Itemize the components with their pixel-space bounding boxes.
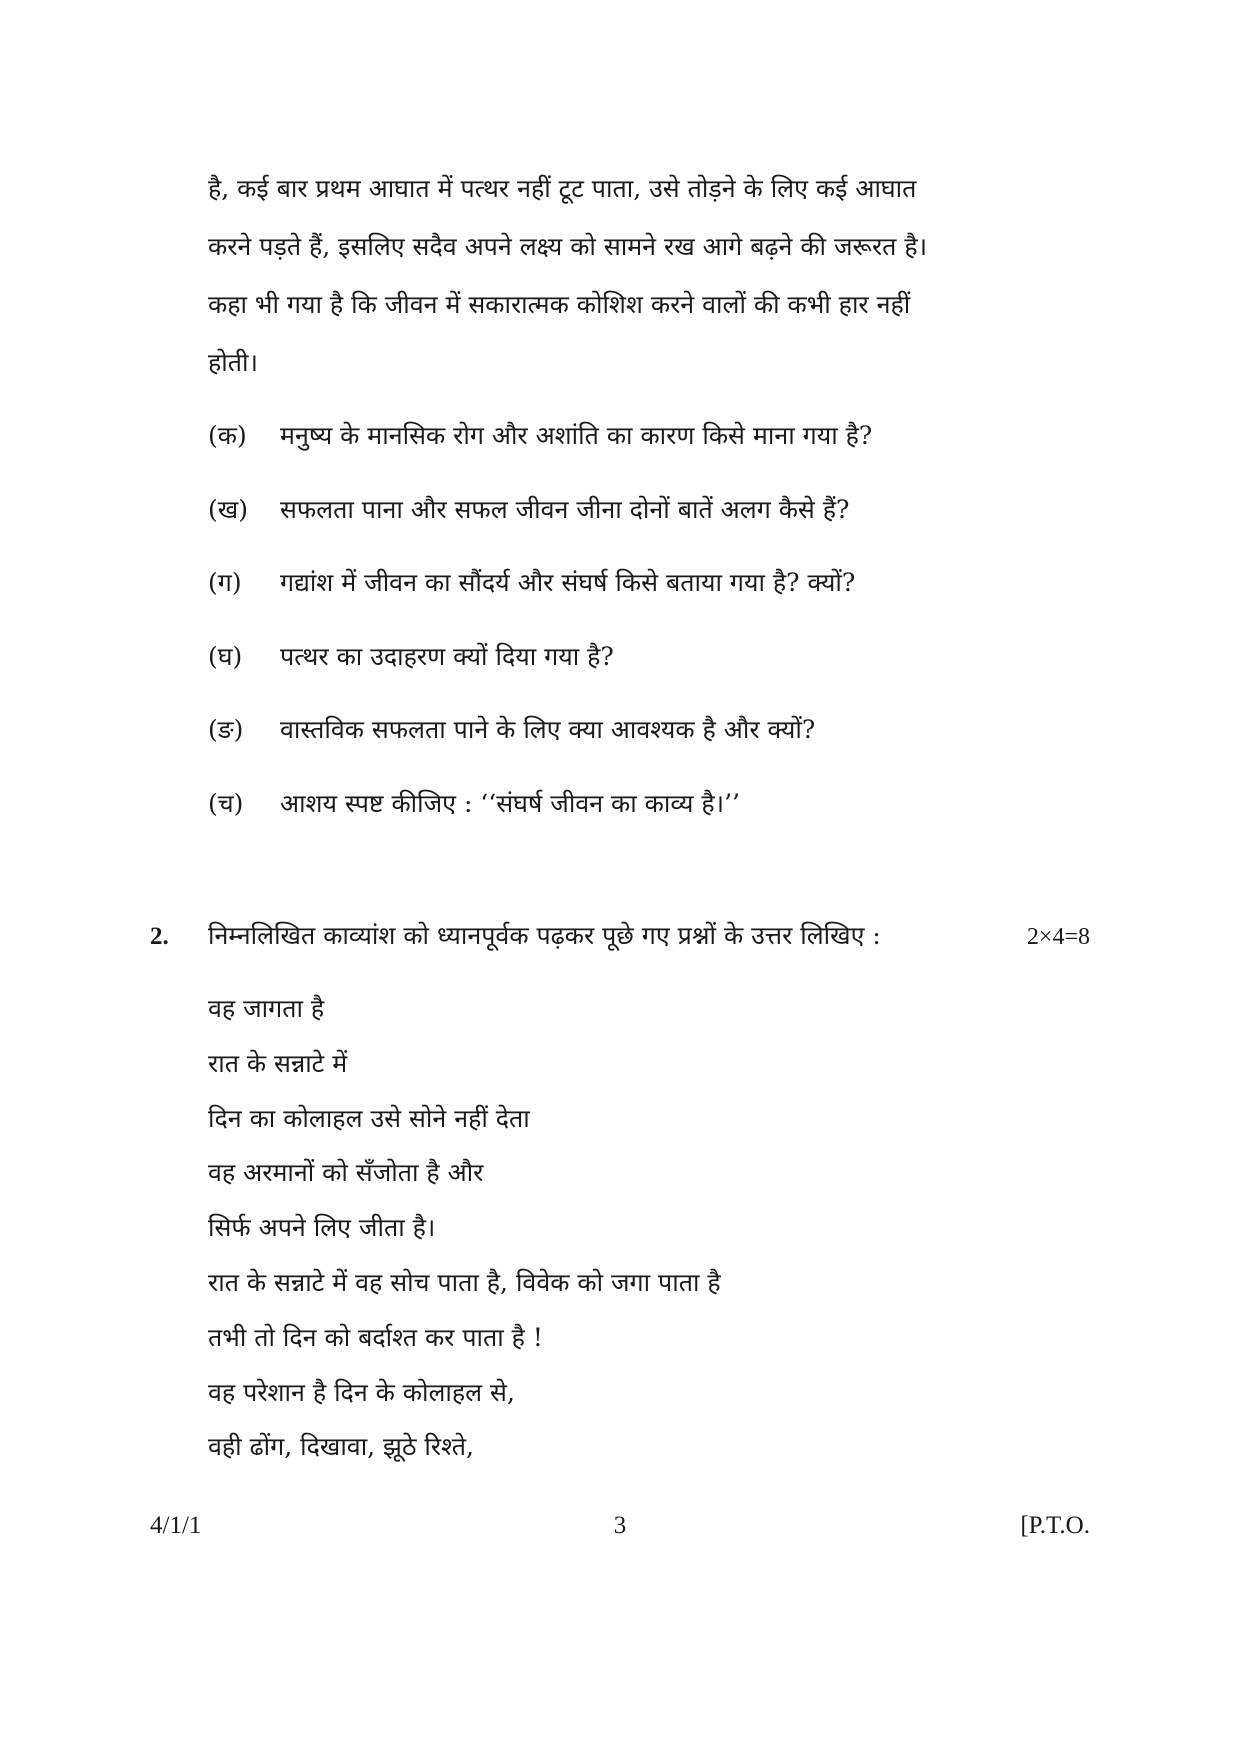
question-number: 2. xyxy=(150,923,169,950)
question-item xyxy=(208,639,1028,713)
poem-line: वही ढोंग, दिखावा, झूठे रिश्ते, xyxy=(208,1432,474,1462)
passage-line: कहा भी गया है कि जीवन में सकारात्मक कोशिश करने वालों की कभी हार नहीं xyxy=(208,290,911,319)
passage-line: है, कई बार प्रथम आघात में पत्थर नहीं टूट पाता, उसे तोड़ने के लिए कई आघात xyxy=(208,174,917,203)
poem-block xyxy=(208,982,1028,1475)
question-item xyxy=(208,712,1028,786)
question-text: वास्तविक सफलता पाने के लिए क्या आवश्यक है और क्यों? xyxy=(280,715,816,744)
page-footer xyxy=(150,1512,1090,1552)
poem-line: रात के सन्नाटे में वह सोच पाता है, विवेक को जगा पाता है xyxy=(208,1267,721,1297)
poem-line: तभी तो दिन को बर्दाश्त कर पाता है ! xyxy=(208,1322,543,1352)
question-text: सफलता पाना और सफल जीवन जीना दोनों बातें अलग कैसे हैं? xyxy=(280,494,850,524)
question-item xyxy=(208,492,1028,566)
passage-line: करने पड़ते हैं, इसलिए सदैव अपने लक्ष्य को सामने रख आगे बढ़ने की जरूरत है। xyxy=(208,232,928,261)
question-item xyxy=(208,565,1028,639)
poem-line: रात के सन्नाटे में xyxy=(208,1048,348,1078)
passage-paragraph xyxy=(208,160,1008,392)
poem-line: सिर्फ अपने लिए जीता है। xyxy=(208,1213,436,1243)
passage-line: होती। xyxy=(208,348,258,377)
poem-line: वह अरमानों को सँजोता है और xyxy=(208,1158,484,1188)
question-text: मनुष्य के मानसिक रोग और अशांति का कारण किसे माना गया है? xyxy=(280,421,873,450)
question-label: (च) xyxy=(208,788,244,818)
question-label: (घ) xyxy=(208,641,243,671)
question-list xyxy=(208,418,1028,859)
question-item xyxy=(208,418,1028,492)
question-text: गद्यांश में जीवन का सौंदर्य और संघर्ष किसे बताया गया है? क्यों? xyxy=(280,568,856,597)
question-text: आशय स्पष्ट कीजिए : ‘‘संघर्ष जीवन का काव्य है।’’ xyxy=(280,788,740,818)
question-label: (ङ) xyxy=(208,715,244,744)
question-text: पत्थर का उदाहरण क्यों दिया गया है? xyxy=(280,641,614,671)
page-number: 3 xyxy=(613,1512,627,1539)
question-label: (ग) xyxy=(208,568,242,597)
question-marks: 2×4=8 xyxy=(1026,924,1090,950)
poem-line: वह जागता है xyxy=(208,994,325,1023)
question-label: (ख) xyxy=(208,494,248,524)
pto-label: [P.T.O. xyxy=(1020,1512,1090,1539)
poem-line: दिन का कोलाहल उसे सोने नहीं देता xyxy=(208,1103,530,1133)
question-item xyxy=(208,786,1028,860)
question-instruction: निम्नलिखित काव्यांश को ध्यानपूर्वक पढ़कर पूछे गए प्रश्नों के उत्तर लिखिए : xyxy=(208,921,881,950)
question-2-header xyxy=(150,918,1090,952)
question-label: (क) xyxy=(208,421,247,450)
poem-line: वह परेशान है दिन के कोलाहल से, xyxy=(208,1377,515,1407)
paper-code: 4/1/1 xyxy=(150,1512,202,1539)
